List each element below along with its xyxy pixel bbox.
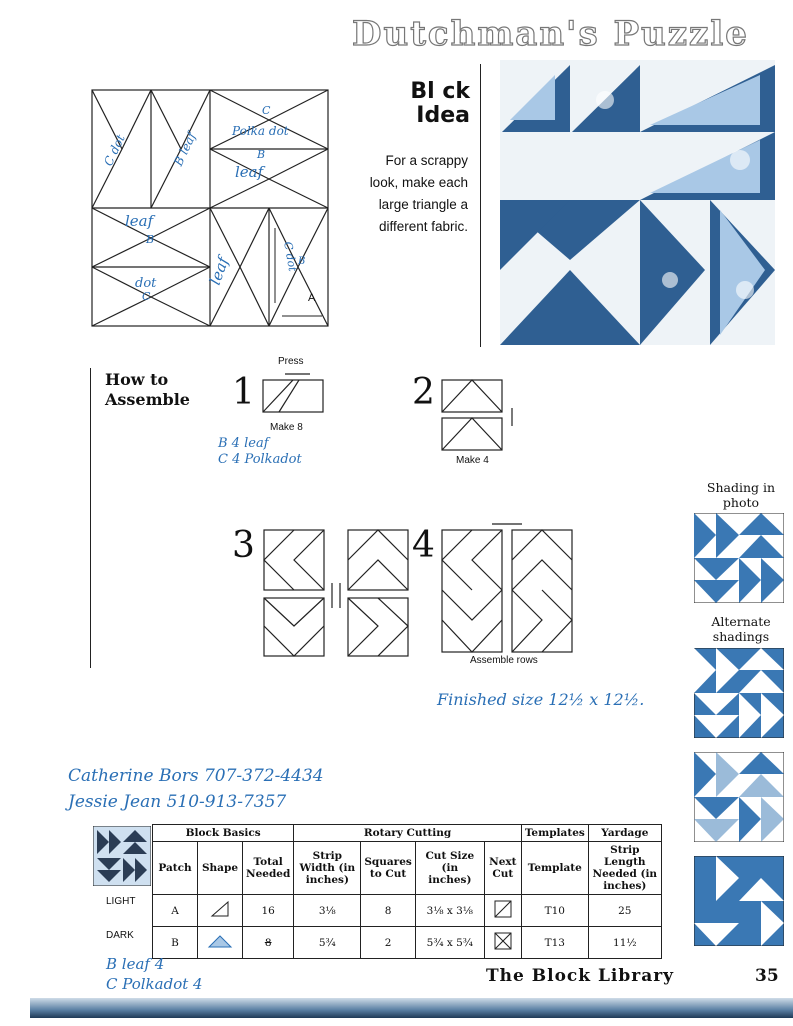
block-idea-heading xyxy=(360,80,470,128)
header-yardage: Yardage xyxy=(588,825,661,842)
col-shape: Shape xyxy=(198,842,243,895)
label-b-right: B xyxy=(298,256,306,267)
cell-squares: 8 xyxy=(361,895,416,927)
label-c-top: C xyxy=(262,104,271,117)
header-templates: Templates xyxy=(521,825,588,842)
step-3-number: 3 xyxy=(232,525,255,566)
shading-swatch-photo xyxy=(694,513,784,603)
col-patch: Patch xyxy=(153,842,198,895)
quarter-square-cut-icon xyxy=(493,931,513,951)
cell-squares: 2 xyxy=(361,927,416,959)
assemble-rows-label: Assemble rows xyxy=(470,655,538,666)
shading-in-photo-label: Shading in photo xyxy=(706,480,776,510)
bottom-note-b: B leaf 4 xyxy=(106,955,165,973)
cell-cut: 5¾ x 5¾ xyxy=(415,927,484,959)
tip-line: large triangle a xyxy=(378,197,468,212)
step-3-diagram xyxy=(262,528,412,658)
footer-library: The Block Library xyxy=(486,966,675,986)
half-square-cut-icon xyxy=(493,899,513,919)
label-polka-dot: Polka dot xyxy=(232,124,289,138)
cell-cut: 3⅛ x 3⅛ xyxy=(415,895,484,927)
finished-size-note: Finished size 12½ x 12½. xyxy=(437,690,645,709)
col-strip-width: Strip Width (in inches) xyxy=(294,842,361,895)
block-photo xyxy=(500,60,775,345)
cell-shape xyxy=(198,895,243,927)
label-dot-bottom: dot xyxy=(135,276,157,291)
table-row xyxy=(153,895,662,927)
step-2-number: 2 xyxy=(412,372,435,413)
cell-total: 16 xyxy=(243,895,294,927)
cell-patch: A xyxy=(153,895,198,927)
col-cut-size: Cut Size (in inches) xyxy=(415,842,484,895)
triangle-large-icon xyxy=(207,933,233,949)
tip-line: For a scrappy xyxy=(385,153,468,168)
make-4-label: Make 4 xyxy=(456,455,489,466)
bottom-note-c: C Polkadot 4 xyxy=(106,975,203,993)
contact-1: Catherine Bors 707-372-4434 xyxy=(68,766,324,786)
step-4-diagram xyxy=(440,520,580,655)
table-block-icon xyxy=(93,826,151,886)
note-c: C 4 Polkadot xyxy=(218,452,302,467)
label-leaf-center: leaf xyxy=(205,254,233,288)
block-idea-line1: Bl ck xyxy=(410,79,470,104)
cell-strip: 5¾ xyxy=(294,927,361,959)
col-total: Total Needed xyxy=(243,842,294,895)
block-idea-line2: Idea xyxy=(416,103,470,128)
step-1-diagram xyxy=(255,368,330,418)
label-c-bottom: C xyxy=(142,290,151,303)
cell-next-cut xyxy=(484,927,521,959)
label-c-dot: C dot xyxy=(101,132,128,169)
row-label-dark: DARK xyxy=(106,930,134,941)
label-b-leaf: B leaf xyxy=(171,130,199,169)
block-diagram xyxy=(90,88,330,328)
contact-2: Jessie Jean 510-913-7357 xyxy=(68,792,287,812)
assemble-heading xyxy=(105,370,190,410)
cell-total: 8 xyxy=(243,927,294,959)
cell-template: T10 xyxy=(521,895,588,927)
press-label: Press xyxy=(278,356,304,367)
shading-swatch-alt-2 xyxy=(694,752,784,842)
page-number: 35 xyxy=(755,966,779,986)
label-c-dot-right: C dot xyxy=(281,240,300,273)
alternate-shadings-label: Alternate shadings xyxy=(711,614,771,644)
label-b-mid: B xyxy=(257,148,266,161)
tip-line: different fabric. xyxy=(378,219,468,234)
assemble-left-rule xyxy=(90,368,91,668)
vertical-divider xyxy=(480,64,481,347)
col-squares: Squares to Cut xyxy=(361,842,416,895)
cell-strip: 3⅛ xyxy=(294,895,361,927)
label-b-left: B xyxy=(146,233,155,246)
label-leaf-left: leaf xyxy=(125,212,154,230)
assemble-heading-line1: How to xyxy=(105,370,169,389)
note-b: B 4 leaf xyxy=(218,436,269,451)
block-basics-table xyxy=(152,824,662,959)
step-1-number: 1 xyxy=(232,372,255,413)
col-template: Template xyxy=(521,842,588,895)
assemble-heading-line2: Assemble xyxy=(105,390,190,409)
triangle-small-icon xyxy=(210,900,230,918)
shading-swatch-alt-1 xyxy=(694,648,784,738)
col-strip-length: Strip Length Needed (in inches) xyxy=(588,842,661,895)
cell-length: 25 xyxy=(588,895,661,927)
step-4-number: 4 xyxy=(412,525,435,566)
tip-text xyxy=(348,150,468,238)
make-8-label: Make 8 xyxy=(270,422,303,433)
scan-edge-band xyxy=(30,998,793,1018)
col-next-cut: Next Cut xyxy=(484,842,521,895)
cell-shape xyxy=(198,927,243,959)
cell-template: T13 xyxy=(521,927,588,959)
shading-swatch-alt-3 xyxy=(694,856,784,946)
cell-length: 11½ xyxy=(588,927,661,959)
row-label-light: LIGHT xyxy=(106,896,136,907)
tip-line: look, make each xyxy=(369,175,468,190)
label-a: A xyxy=(308,292,316,304)
label-leaf-mid: leaf xyxy=(235,163,264,181)
cell-next-cut xyxy=(484,895,521,927)
cell-patch: B xyxy=(153,927,198,959)
step-2-diagram xyxy=(440,378,520,453)
header-block-basics: Block Basics xyxy=(153,825,294,842)
header-rotary-cutting: Rotary Cutting xyxy=(294,825,522,842)
page-title: Dutchman's Puzzle xyxy=(352,14,749,54)
table-row xyxy=(153,927,662,959)
